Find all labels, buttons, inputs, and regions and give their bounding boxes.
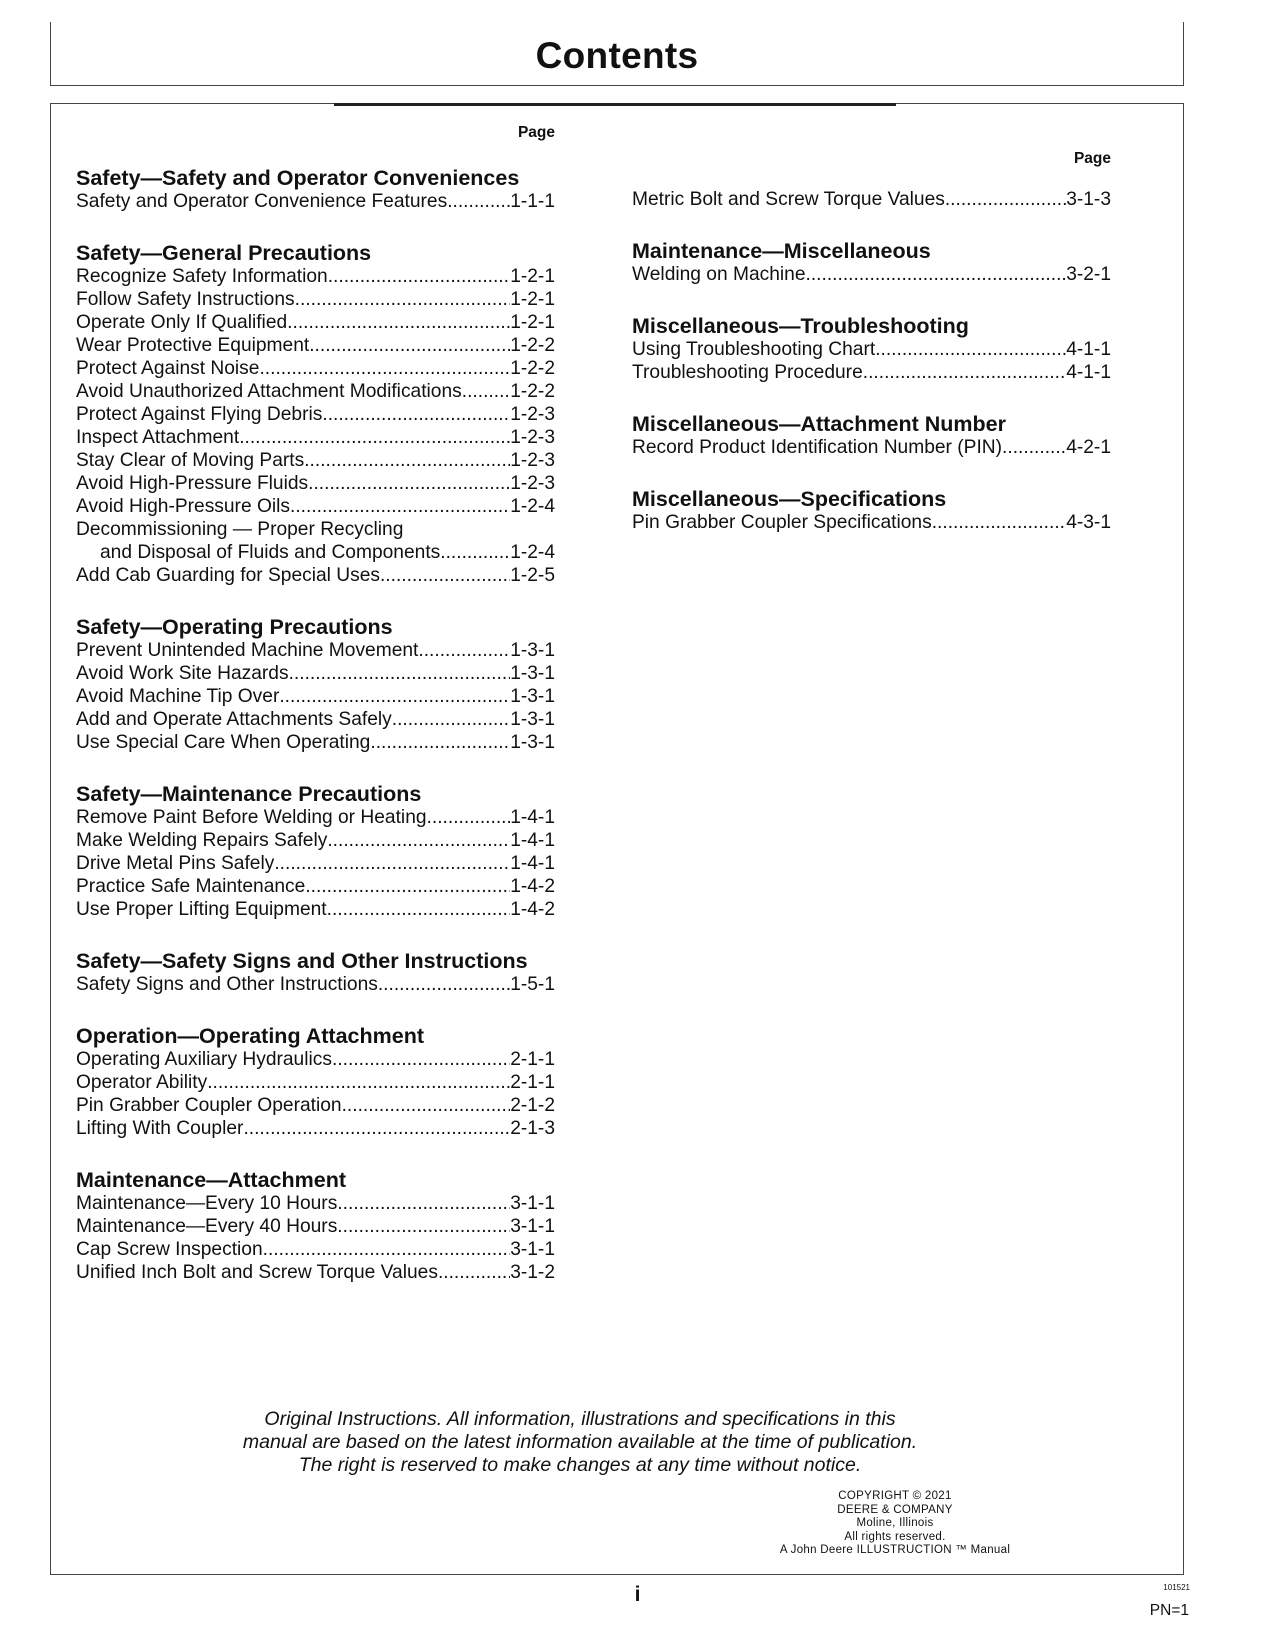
section-title: Safety—Safety and Operator Conveniences [76, 166, 520, 190]
section-title: Operation—Operating Attachment [76, 1024, 425, 1048]
toc-entry[interactable]: Protect Against Noise ..... 1-2-2 [76, 357, 555, 380]
note-line: The right is reserved to make changes at any time without notice. [298, 1454, 862, 1476]
toc-section [76, 1024, 555, 1140]
toc-entry[interactable]: Add Cab Guarding for Special Uses ..... 1-2-5 [76, 564, 555, 587]
page-title: Contents [535, 35, 699, 76]
pn-label: PN=1 [1149, 1602, 1189, 1619]
toc-entry[interactable]: and Disposal of Fluids and Components ..... 1-2-4 [76, 541, 555, 564]
toc-entry[interactable]: Stay Clear of Moving Parts ..... 1-2-3 [76, 449, 555, 472]
copyright-line: Moline, Illinois [856, 1517, 934, 1529]
toc-section [76, 782, 555, 921]
page-column-label: Page [1073, 150, 1111, 167]
original-instructions-note [200, 1408, 960, 1477]
section-title: Safety—General Precautions [76, 241, 372, 265]
toc-entry[interactable]: Record Product Identification Number (PIN) ..... 4-2-1 [632, 436, 1111, 459]
toc-entry[interactable]: Recognize Safety Information ..... 1-2-1 [76, 265, 555, 288]
toc-entry[interactable]: Avoid Work Site Hazards ..... 1-3-1 [76, 662, 555, 685]
toc-entry[interactable]: Safety Signs and Other Instructions ..... 1-5-1 [76, 973, 555, 996]
toc-entry[interactable]: Pin Grabber Coupler Specifications ..... 4-3-1 [632, 511, 1111, 534]
toc-entry[interactable]: Troubleshooting Procedure ..... 4-1-1 [632, 361, 1111, 384]
toc-entry[interactable]: Operate Only If Qualified ..... 1-2-1 [76, 311, 555, 334]
section-title: Safety—Maintenance Precautions [76, 782, 422, 806]
toc-entry[interactable]: Practice Safe Maintenance ..... 1-4-2 [76, 875, 555, 898]
toc-entry[interactable]: Drive Metal Pins Safely ..... 1-4-1 [76, 852, 555, 875]
toc-entry[interactable]: Protect Against Flying Debris ..... 1-2-3 [76, 403, 555, 426]
toc-entry[interactable]: Operating Auxiliary Hydraulics ..... 2-1-1 [76, 1048, 555, 1071]
toc-entry[interactable]: Avoid Machine Tip Over ..... 1-3-1 [76, 685, 555, 708]
toc-entry[interactable]: Metric Bolt and Screw Torque Values ..... 3-1-3 [632, 188, 1111, 211]
page-number: i [634, 1583, 641, 1606]
toc-entry[interactable]: Avoid Unauthorized Attachment Modifications ..... 1-2-2 [76, 380, 555, 403]
toc-entry[interactable]: Operator Ability ..... 2-1-1 [76, 1071, 555, 1094]
toc-entry[interactable]: Avoid High-Pressure Fluids ..... 1-2-3 [76, 472, 555, 495]
toc-entry[interactable]: Safety and Operator Convenience Features ..... 1-1-1 [76, 190, 555, 213]
toc-entry[interactable]: Make Welding Repairs Safely ..... 1-4-1 [76, 829, 555, 852]
section-title: Maintenance—Miscellaneous [632, 239, 931, 263]
note-line: manual are based on the latest information available at the time of publication. [242, 1431, 918, 1453]
toc-entry[interactable]: Decommissioning — Proper Recycling [76, 519, 404, 540]
toc-section [632, 412, 1111, 459]
toc-section [76, 241, 555, 587]
toc-entry[interactable]: Wear Protective Equipment ..... 1-2-2 [76, 334, 555, 357]
note-line: Original Instructions. All information, illustrations and specifications in this [264, 1408, 896, 1430]
toc-entry[interactable]: Inspect Attachment ..... 1-2-3 [76, 426, 555, 449]
print-code: 101521 [1163, 1583, 1190, 1592]
toc-section [632, 314, 1111, 384]
section-title: Safety—Safety Signs and Other Instructions [76, 949, 528, 973]
toc-entry[interactable]: Using Troubleshooting Chart ..... 4-1-1 [632, 338, 1111, 361]
toc-right-column [632, 150, 1111, 562]
toc-section [76, 166, 555, 213]
section-title: Miscellaneous—Troubleshooting [632, 314, 969, 338]
copyright-line: All rights reserved. [844, 1530, 946, 1543]
copyright-line: DEERE & COMPANY [837, 1503, 953, 1516]
toc-section [632, 188, 1111, 211]
toc-entry[interactable]: Cap Screw Inspection ..... 3-1-1 [76, 1238, 555, 1261]
toc-section [76, 1168, 555, 1284]
toc-section [632, 239, 1111, 286]
title-box [50, 22, 1184, 86]
toc-entry[interactable]: Pin Grabber Coupler Operation ..... 2-1-2 [76, 1094, 555, 1117]
toc-entry[interactable]: Lifting With Coupler ..... 2-1-3 [76, 1117, 555, 1140]
top-rule [334, 103, 896, 106]
section-title: Safety—Operating Precautions [76, 615, 393, 639]
toc-entry[interactable]: Use Special Care When Operating ..... 1-3-1 [76, 731, 555, 754]
toc-entry[interactable]: Add and Operate Attachments Safely ..... 1-3-1 [76, 708, 555, 731]
toc-entry[interactable]: Use Proper Lifting Equipment ..... 1-4-2 [76, 898, 555, 921]
toc-entry[interactable]: Prevent Unintended Machine Movement ..... 1-3-1 [76, 639, 555, 662]
copyright-block [740, 1490, 1050, 1558]
toc-entry[interactable]: Welding on Machine ..... 3-2-1 [632, 263, 1111, 286]
toc-entry[interactable]: Maintenance—Every 10 Hours ..... 3-1-1 [76, 1192, 555, 1215]
toc-entry[interactable]: Remove Paint Before Welding or Heating ..... 1-4-1 [76, 806, 555, 829]
section-title: Miscellaneous—Specifications [632, 487, 947, 511]
toc-entry[interactable]: Avoid High-Pressure Oils ..... 1-2-4 [76, 495, 555, 518]
toc-left-column [76, 124, 555, 1312]
section-title: Maintenance—Attachment [76, 1168, 346, 1192]
toc-entry[interactable]: Maintenance—Every 40 Hours ..... 3-1-1 [76, 1215, 555, 1238]
section-title: Miscellaneous—Attachment Number [632, 412, 1006, 436]
copyright-line: COPYRIGHT © 2021 [838, 1490, 952, 1502]
toc-entry[interactable]: Unified Inch Bolt and Screw Torque Values ..... 3-1-2 [76, 1261, 555, 1284]
toc-entry[interactable]: Follow Safety Instructions ..... 1-2-1 [76, 288, 555, 311]
toc-section [76, 949, 555, 996]
copyright-line: A John Deere ILLUSTRUCTION ™ Manual [779, 1544, 1011, 1556]
page-column-label: Page [517, 124, 555, 141]
toc-section [76, 615, 555, 754]
toc-section [632, 487, 1111, 534]
